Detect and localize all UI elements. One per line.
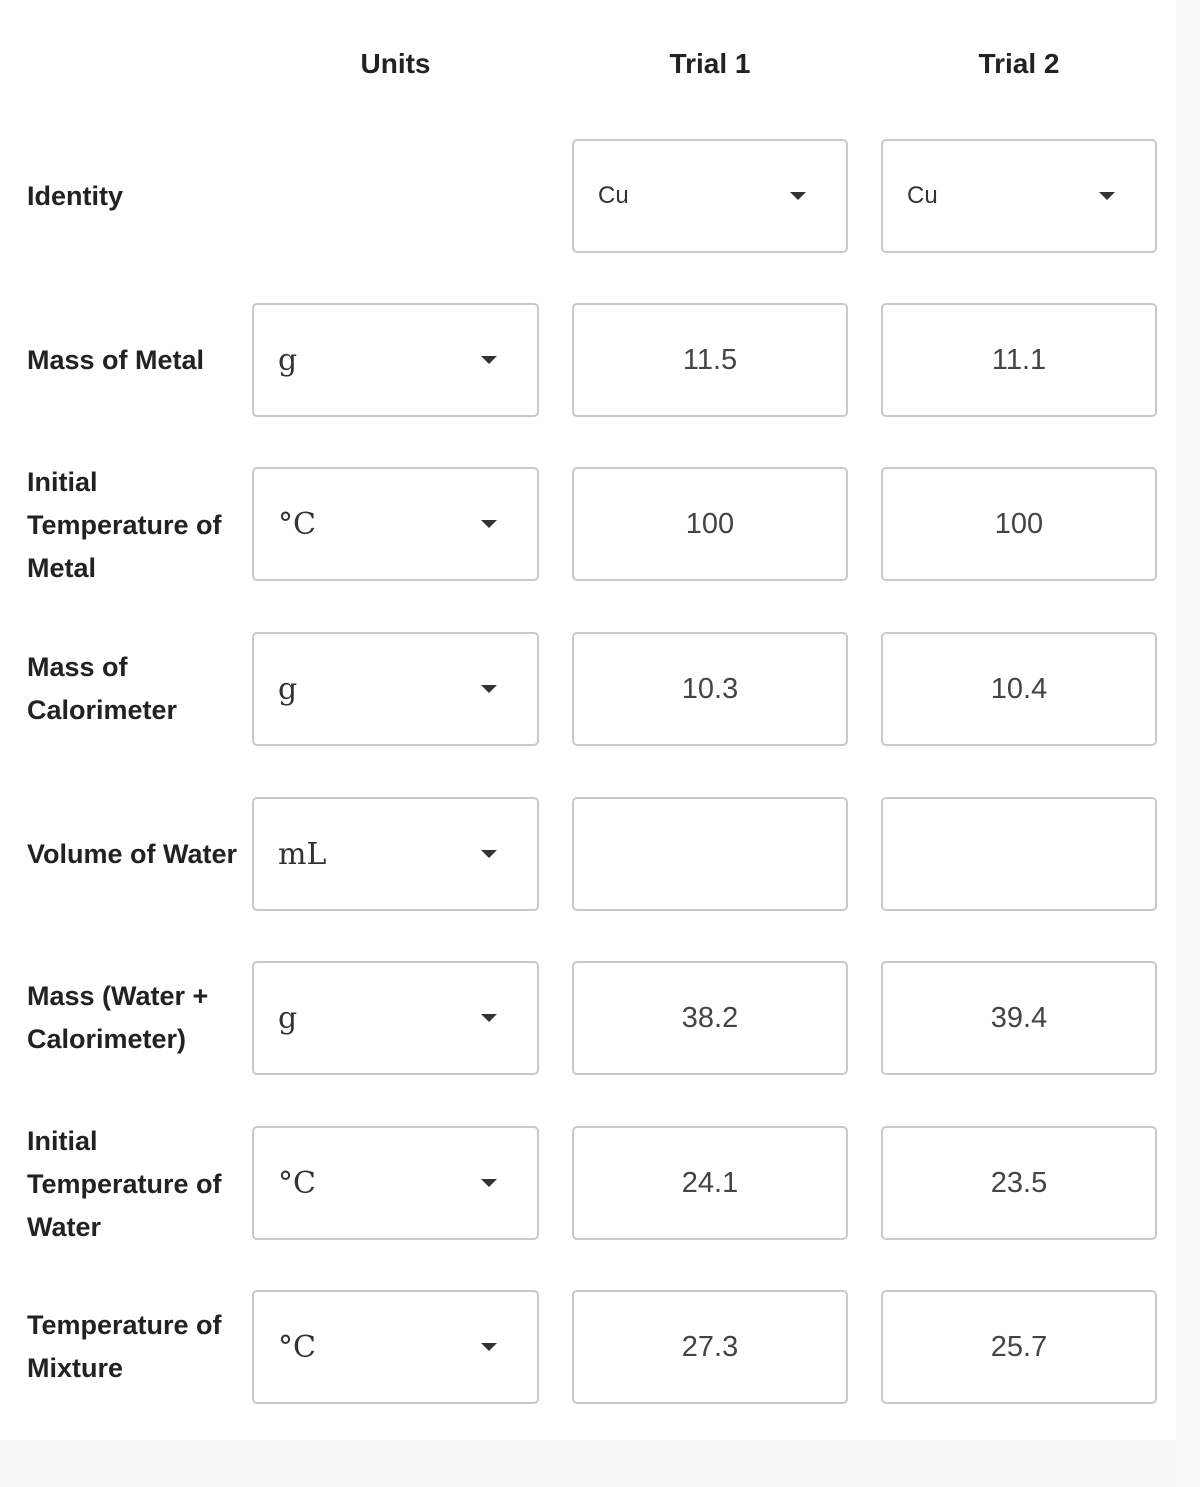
trial2-mass-water-calorimeter-input[interactable] bbox=[881, 961, 1157, 1075]
trial1-identity-value: Cu bbox=[598, 182, 629, 209]
unit-value: °C bbox=[278, 506, 316, 542]
input-value: 11.5 bbox=[682, 343, 738, 376]
trial2-identity-value: Cu bbox=[907, 182, 938, 209]
unit-value: g bbox=[278, 342, 298, 378]
input-value bbox=[883, 799, 1155, 909]
chevron-down-icon bbox=[790, 192, 806, 200]
chevron-down-icon bbox=[481, 1179, 497, 1187]
input-value: 23.5 bbox=[990, 1166, 1048, 1199]
row-label-mass-of-calorimeter: Mass of Calorimeter bbox=[27, 652, 178, 725]
trial2-mass-of-metal-input[interactable] bbox=[881, 303, 1157, 417]
input-value: 38.2 bbox=[681, 1001, 739, 1034]
trial1-initial-temp-metal-input[interactable] bbox=[572, 467, 848, 581]
row-label-mass-water-calorimeter: Mass (Water + Calorimeter) bbox=[27, 981, 209, 1054]
trial1-mass-of-metal-input[interactable] bbox=[572, 303, 848, 417]
input-value: 100 bbox=[685, 507, 735, 540]
row-label-mass-of-metal: Mass of Metal bbox=[27, 344, 205, 375]
initial-temp-metal-unit-select[interactable] bbox=[252, 467, 539, 581]
trial1-initial-temp-water-input[interactable] bbox=[572, 1126, 848, 1240]
mass-of-calorimeter-unit-select[interactable] bbox=[252, 632, 539, 746]
trial2-volume-of-water-input[interactable] bbox=[881, 797, 1157, 911]
unit-value: mL bbox=[278, 836, 327, 872]
input-value bbox=[574, 799, 846, 909]
chevron-down-icon bbox=[481, 1343, 497, 1351]
mass-water-calorimeter-unit-select[interactable] bbox=[252, 961, 539, 1075]
chevron-down-icon bbox=[481, 685, 497, 693]
input-value: 25.7 bbox=[990, 1330, 1048, 1363]
trial1-mass-water-calorimeter-input[interactable] bbox=[572, 961, 848, 1075]
page-right-margin bbox=[1176, 0, 1200, 1487]
input-value: 27.3 bbox=[681, 1330, 739, 1363]
row-label-identity: Identity bbox=[27, 180, 124, 211]
trial2-temp-mixture-input[interactable] bbox=[881, 1290, 1157, 1404]
trial2-initial-temp-metal-input[interactable] bbox=[881, 467, 1157, 581]
chevron-down-icon bbox=[481, 850, 497, 858]
trial2-initial-temp-water-input[interactable] bbox=[881, 1126, 1157, 1240]
units-column-header: Units bbox=[360, 48, 431, 79]
initial-temp-water-unit-select[interactable] bbox=[252, 1126, 539, 1240]
trial2-mass-of-calorimeter-input[interactable] bbox=[881, 632, 1157, 746]
unit-value: °C bbox=[278, 1329, 316, 1365]
input-value: 10.4 bbox=[990, 672, 1048, 705]
chevron-down-icon bbox=[481, 1014, 497, 1022]
chevron-down-icon bbox=[1099, 192, 1115, 200]
input-value: 100 bbox=[994, 507, 1044, 540]
temp-mixture-unit-select[interactable] bbox=[252, 1290, 539, 1404]
trial1-identity-select[interactable] bbox=[572, 139, 848, 253]
page-bottom-margin bbox=[0, 1440, 1200, 1487]
trial2-identity-select[interactable] bbox=[881, 139, 1157, 253]
chevron-down-icon bbox=[481, 356, 497, 364]
unit-value: °C bbox=[278, 1165, 316, 1201]
input-value: 11.1 bbox=[991, 343, 1047, 376]
row-label-initial-temperature-of-metal: Initial Temperature of Metal bbox=[27, 466, 222, 583]
input-value: 39.4 bbox=[990, 1001, 1048, 1034]
mass-of-metal-unit-select[interactable] bbox=[252, 303, 539, 417]
chevron-down-icon bbox=[481, 520, 497, 528]
row-label-initial-temperature-of-water: Initial Temperature of Water bbox=[27, 1125, 222, 1242]
input-value: 24.1 bbox=[681, 1166, 739, 1199]
unit-value: g bbox=[278, 1000, 298, 1036]
row-label-volume-of-water: Volume of Water bbox=[27, 838, 238, 869]
row-label-temperature-of-mixture: Temperature of Mixture bbox=[27, 1310, 222, 1383]
trial1-volume-of-water-input[interactable] bbox=[572, 797, 848, 911]
unit-value: g bbox=[278, 671, 298, 707]
trial2-column-header: Trial 2 bbox=[978, 48, 1060, 79]
volume-of-water-unit-select[interactable] bbox=[252, 797, 539, 911]
trial1-column-header: Trial 1 bbox=[669, 48, 751, 79]
input-value: 10.3 bbox=[681, 672, 739, 705]
trial1-mass-of-calorimeter-input[interactable] bbox=[572, 632, 848, 746]
trial1-temp-mixture-input[interactable] bbox=[572, 1290, 848, 1404]
